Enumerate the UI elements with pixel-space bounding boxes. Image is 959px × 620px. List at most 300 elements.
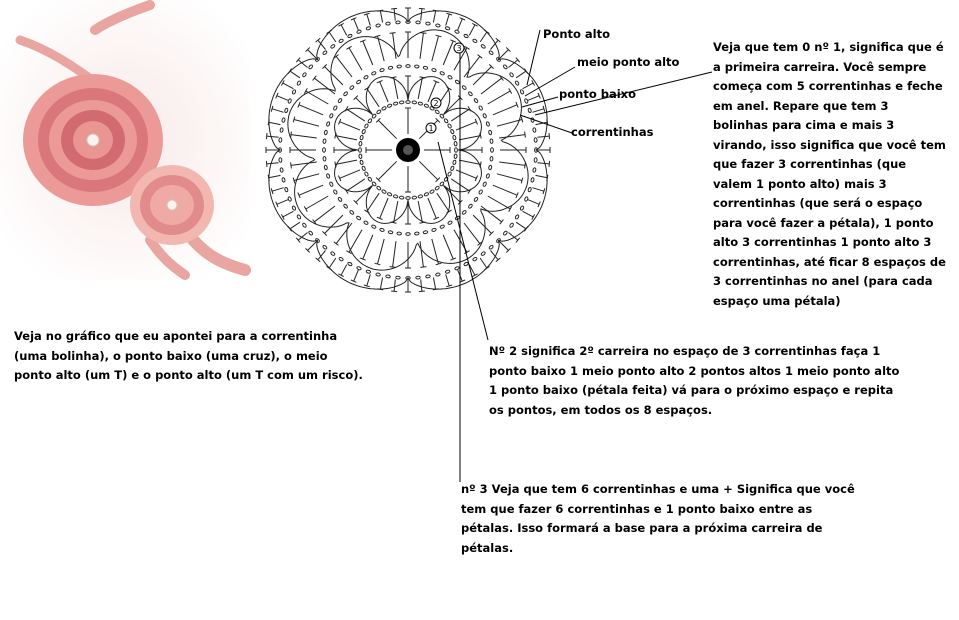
outer-stitch bbox=[327, 266, 332, 269]
round-4-stitch bbox=[363, 41, 373, 65]
round-2-stitch bbox=[480, 133, 481, 139]
round-3-chain bbox=[478, 189, 483, 194]
round-1-chain bbox=[360, 135, 364, 140]
round-1-chain bbox=[447, 171, 452, 176]
round-1-chain bbox=[393, 102, 398, 106]
outer-chain bbox=[288, 98, 292, 103]
outer-chain bbox=[284, 108, 288, 113]
outer-stitch bbox=[341, 265, 347, 276]
outer-stitch bbox=[290, 222, 300, 229]
outer-chain bbox=[308, 64, 313, 69]
outer-chain bbox=[386, 275, 391, 278]
outer-stitch bbox=[394, 279, 395, 291]
round-3-chain bbox=[468, 204, 473, 209]
outer-stitch bbox=[516, 71, 526, 78]
round-1-chain bbox=[452, 160, 456, 165]
outer-chain bbox=[322, 245, 327, 250]
round-3-chain bbox=[414, 232, 419, 235]
round-3-chain bbox=[326, 121, 330, 126]
round-1-chain bbox=[360, 160, 364, 165]
leader-ponto-alto bbox=[527, 30, 540, 85]
outer-stitch bbox=[500, 242, 509, 251]
outer-stitch bbox=[469, 25, 475, 36]
round-1-chain bbox=[399, 196, 404, 199]
outer-chain bbox=[282, 177, 286, 182]
outer-stitch bbox=[500, 50, 509, 59]
outer-chain bbox=[528, 187, 532, 192]
outer-stitch bbox=[266, 133, 267, 139]
round-3-chain bbox=[371, 71, 376, 75]
round-marker-2 bbox=[431, 98, 441, 108]
outer-stitch bbox=[536, 175, 548, 177]
round-4-stitch bbox=[420, 33, 423, 59]
outer-chain bbox=[280, 168, 283, 173]
outer-chain bbox=[464, 34, 469, 38]
round-2-stitch bbox=[445, 98, 461, 114]
round-1-chain bbox=[399, 101, 404, 104]
round-4-stitch bbox=[291, 162, 292, 168]
outer-chain bbox=[515, 80, 520, 85]
outer-stitch bbox=[367, 14, 371, 26]
round-3-chain bbox=[478, 105, 483, 110]
outer-stitch bbox=[480, 258, 487, 268]
round-4-stitch bbox=[525, 162, 526, 168]
outer-stitch bbox=[283, 83, 294, 89]
note-round-2: Nº 2 significa 2º carreira no espaço de 3 correntinhas faça 1 ponto baixo 1 meio ponto alto 2 pontos altos 1 meio ponto alto 1 ponto baixo (pétala feita) vá para o próximo espaço e repita os pontos, em todos os 8 espaços. bbox=[489, 344, 900, 417]
outer-chain bbox=[284, 187, 288, 192]
round-4-stitch bbox=[363, 235, 373, 259]
label-meio-ponto-alto: meio ponto alto bbox=[577, 55, 680, 69]
outer-chain bbox=[472, 39, 477, 44]
outer-chain bbox=[282, 118, 286, 123]
round-1-chain bbox=[418, 102, 423, 106]
outer-chain bbox=[416, 21, 421, 24]
outer-stitch bbox=[528, 200, 539, 205]
outer-stitch bbox=[528, 96, 539, 101]
outer-stitch bbox=[327, 30, 332, 33]
round-3-chain bbox=[462, 85, 467, 90]
round-2-stitch bbox=[340, 122, 360, 130]
outer-stitch bbox=[277, 200, 288, 205]
outer-stitch bbox=[380, 278, 382, 290]
outer-chain bbox=[445, 270, 450, 274]
label-ponto-alto: Ponto alto bbox=[543, 27, 611, 41]
outer-stitch bbox=[308, 242, 317, 251]
outer-chain bbox=[515, 214, 520, 219]
round-3-chain bbox=[324, 165, 328, 170]
round-4-stitch bbox=[499, 135, 525, 138]
outer-chain bbox=[292, 206, 296, 211]
outer-stitch bbox=[532, 109, 544, 113]
round-4-stitch bbox=[294, 120, 319, 127]
round-3-chain bbox=[323, 156, 326, 161]
outer-stitch bbox=[523, 211, 534, 217]
outer-stitch bbox=[433, 11, 435, 23]
round-1-chain bbox=[387, 104, 392, 108]
round-1-chain bbox=[376, 109, 381, 114]
round-4-stitch bbox=[499, 162, 525, 165]
outer-chain bbox=[454, 30, 459, 34]
round-3-chain bbox=[423, 230, 428, 234]
outer-chain bbox=[416, 276, 421, 279]
outer-chain bbox=[347, 262, 352, 266]
round-1-chain bbox=[367, 118, 372, 123]
round-3-chain bbox=[349, 85, 354, 90]
round-3-chain bbox=[326, 173, 330, 178]
round-2-stitch bbox=[428, 198, 436, 218]
round-2-stitch bbox=[335, 133, 336, 139]
round-4-stitch bbox=[493, 105, 517, 115]
outer-chain bbox=[454, 266, 459, 270]
outer-chain bbox=[524, 98, 528, 103]
outer-stitch bbox=[277, 96, 288, 101]
outer-chain bbox=[347, 34, 352, 38]
round-1-chain bbox=[359, 154, 362, 159]
outer-chain bbox=[376, 24, 381, 28]
outer-stitch bbox=[549, 133, 550, 139]
round-3-chain bbox=[490, 156, 493, 161]
round-4-stitch bbox=[378, 239, 385, 264]
round-3-chain bbox=[338, 197, 343, 202]
round-4-stitch bbox=[464, 223, 480, 244]
outer-chain bbox=[292, 89, 296, 94]
outer-chain bbox=[533, 168, 536, 173]
svg-text:3: 3 bbox=[456, 44, 462, 53]
outer-stitch bbox=[380, 11, 382, 23]
round-4-stitch bbox=[393, 241, 396, 267]
round-2-stitch bbox=[380, 198, 388, 218]
outer-chain bbox=[338, 257, 343, 262]
outer-chain bbox=[426, 275, 431, 278]
outer-chain bbox=[302, 72, 307, 77]
outer-stitch bbox=[537, 163, 549, 164]
round-4-stitch bbox=[390, 267, 396, 268]
round-3-chain bbox=[486, 121, 490, 126]
outer-stitch bbox=[267, 136, 279, 137]
round-3-chain bbox=[440, 225, 445, 229]
round-3-chain bbox=[363, 75, 368, 80]
round-4-stitch bbox=[420, 241, 423, 267]
round-1-chain bbox=[429, 189, 434, 194]
outer-stitch bbox=[419, 8, 425, 9]
outer-stitch bbox=[269, 122, 281, 124]
round-4-stitch bbox=[481, 78, 502, 94]
round-1-chain bbox=[393, 194, 398, 198]
round-2-stitch bbox=[447, 210, 452, 213]
round-1-chain bbox=[367, 177, 372, 182]
round-2-stitch bbox=[437, 193, 449, 211]
outer-chain bbox=[534, 158, 537, 163]
outer-stitch bbox=[433, 278, 435, 290]
outer-chain bbox=[531, 177, 535, 182]
round-1-chain bbox=[381, 106, 386, 111]
round-1-chain bbox=[447, 123, 452, 128]
outer-chain bbox=[489, 50, 494, 55]
note-symbols: Veja no gráfico que eu apontei para a correntinha (uma bolinha), o ponto baixo (uma cruz), o meio ponto alto (um T) e o ponto alto (um T com um risco). bbox=[14, 329, 363, 382]
outer-stitch bbox=[419, 291, 425, 292]
round-4-stitch bbox=[349, 48, 362, 71]
round-1-chain bbox=[454, 141, 457, 146]
round-1-chain bbox=[406, 197, 410, 200]
outer-stitch bbox=[267, 163, 279, 164]
round-1-chain bbox=[381, 189, 386, 194]
round-3-chain bbox=[468, 91, 473, 96]
round-3-chain bbox=[363, 220, 368, 225]
round-1-chain bbox=[364, 171, 369, 176]
round-1-chain bbox=[450, 129, 454, 134]
round-4-stitch bbox=[509, 88, 512, 93]
round-3-chain bbox=[343, 91, 348, 96]
round-4-stitch bbox=[488, 91, 511, 104]
outer-stitch bbox=[391, 8, 397, 9]
round-3-chain bbox=[406, 233, 410, 236]
round-2-stitch bbox=[456, 122, 476, 130]
round-2-stitch bbox=[364, 87, 369, 90]
round-4-stitch bbox=[390, 33, 396, 34]
round-4-stitch bbox=[346, 46, 351, 49]
round-2-stitch bbox=[340, 170, 360, 178]
round-4-stitch bbox=[291, 135, 317, 138]
round-1-chain bbox=[450, 166, 454, 171]
outer-chain bbox=[308, 231, 313, 236]
note-round-1: Veja que tem 0 nº 1, significa que é a primeira carreira. Você sempre começa com 5 correntinhas e feche em anel. Repare que tem 3 bolinhas para cima e mais 3 virando, isso significa que você tem que fazer 3 correntinhas (que valem 1 ponto alto) mais 3 correntinhas (que será o espaço para você fazer a pétala), 1 ponto alto 3 correntinhas 1 ponto alto 3 correntinhas, até ficar 8 espaços de 3 correntinhas no anel (para cada espaço uma pétala) bbox=[713, 40, 946, 308]
outer-chain bbox=[356, 266, 361, 270]
round-3-chain bbox=[323, 148, 326, 152]
outer-chain bbox=[509, 72, 514, 77]
outer-stitch bbox=[480, 32, 487, 42]
round-1-chain bbox=[359, 148, 362, 152]
outer-stitch bbox=[266, 161, 267, 167]
outer-stitch bbox=[421, 9, 422, 21]
round-3-chain bbox=[483, 113, 487, 118]
outer-stitch bbox=[484, 30, 489, 33]
round-3-chain bbox=[440, 71, 445, 75]
outer-chain bbox=[279, 138, 282, 143]
outer-chain bbox=[481, 251, 486, 256]
round-2-stitch bbox=[347, 109, 365, 121]
outer-chain bbox=[520, 89, 524, 94]
outer-chain bbox=[509, 223, 514, 228]
round-3-chain bbox=[462, 210, 467, 215]
round-2-stitch bbox=[364, 210, 369, 213]
outer-stitch bbox=[288, 69, 291, 74]
round-3-chain bbox=[371, 225, 376, 229]
round-4-stitch bbox=[443, 235, 453, 259]
outer-stitch bbox=[391, 291, 397, 292]
outer-stitch bbox=[516, 222, 526, 229]
round-3-chain bbox=[324, 130, 328, 135]
svg-text:2: 2 bbox=[433, 99, 439, 108]
round-1-chain bbox=[455, 148, 458, 152]
note-round-3: nº 3 Veja que tem 6 correntinhas e uma + Significa que você tem que fazer 6 correntinhas e 1 ponto baixo entre as pétalas. Isso formará a base para a próxima carreira de pétalas. bbox=[461, 482, 855, 555]
outer-stitch bbox=[308, 50, 317, 59]
round-3-chain bbox=[356, 216, 361, 221]
round-2-stitch bbox=[420, 222, 426, 223]
round-4-stitch bbox=[291, 162, 317, 165]
round-1-chain bbox=[412, 101, 417, 104]
outer-chain bbox=[330, 44, 335, 49]
round-3-chain bbox=[474, 98, 479, 103]
round-1-chain bbox=[376, 186, 381, 191]
round-1-chain bbox=[444, 118, 449, 123]
round-3-chain bbox=[406, 65, 410, 68]
round-marker-1 bbox=[426, 123, 436, 133]
outer-chain bbox=[396, 21, 401, 24]
round-3-chain bbox=[333, 189, 338, 194]
outer-stitch bbox=[484, 266, 489, 269]
round-2-stitch bbox=[380, 82, 388, 102]
outer-chain bbox=[503, 231, 508, 236]
round-4-stitch bbox=[349, 230, 362, 253]
round-1-chain bbox=[362, 129, 366, 134]
round-3-chain bbox=[388, 66, 393, 70]
round-1-chain bbox=[435, 109, 440, 114]
round-2-stitch bbox=[345, 189, 348, 194]
round-4-stitch bbox=[306, 196, 329, 209]
round-3-chain bbox=[397, 232, 402, 235]
round-1-chain bbox=[364, 123, 369, 128]
outer-stitch bbox=[269, 175, 281, 177]
outer-chain bbox=[435, 24, 440, 28]
outer-chain bbox=[435, 273, 440, 277]
round-2-stitch bbox=[447, 87, 452, 90]
round-4-stitch bbox=[325, 215, 343, 233]
round-1-chain bbox=[412, 196, 417, 199]
round-3-chain bbox=[431, 228, 436, 232]
round-4-stitch bbox=[299, 185, 323, 195]
outer-chain bbox=[489, 245, 494, 250]
label-correntinhas: correntinhas bbox=[571, 125, 654, 139]
round-marker-3 bbox=[454, 43, 464, 53]
round-3-chain bbox=[356, 80, 361, 85]
round-3-chain bbox=[329, 182, 333, 187]
round-2-stitch bbox=[420, 77, 426, 78]
round-2-stitch bbox=[367, 193, 379, 211]
round-2-stitch bbox=[468, 189, 471, 194]
svg-text:1: 1 bbox=[428, 124, 434, 133]
outer-stitch bbox=[329, 32, 336, 42]
round-2-stitch bbox=[391, 77, 397, 78]
round-2-stitch bbox=[347, 179, 365, 191]
outer-stitch bbox=[532, 188, 544, 192]
round-3-chain bbox=[431, 68, 436, 72]
outer-stitch bbox=[524, 69, 527, 74]
round-3-chain bbox=[323, 139, 326, 144]
outer-stitch bbox=[394, 9, 395, 21]
round-1-stitch bbox=[419, 161, 437, 179]
round-1-chain bbox=[406, 101, 410, 104]
outer-stitch bbox=[524, 226, 527, 231]
round-1-chain bbox=[452, 135, 456, 140]
outer-chain bbox=[366, 26, 371, 30]
round-2-stitch bbox=[335, 162, 336, 168]
round-3-chain bbox=[483, 182, 487, 187]
outer-chain bbox=[472, 257, 477, 262]
round-3-chain bbox=[397, 65, 402, 68]
outer-chain bbox=[481, 44, 486, 49]
round-4-stitch bbox=[473, 215, 491, 233]
outer-stitch bbox=[272, 109, 284, 113]
round-2-stitch bbox=[480, 162, 481, 168]
outer-stitch bbox=[537, 136, 549, 137]
outer-stitch bbox=[446, 14, 450, 26]
outer-stitch bbox=[523, 83, 534, 89]
outer-chain bbox=[426, 22, 431, 25]
round-3-chain bbox=[488, 165, 492, 170]
outer-stitch bbox=[549, 161, 550, 167]
round-1-chain bbox=[424, 192, 429, 196]
round-4-stitch bbox=[336, 56, 352, 77]
outer-stitch bbox=[272, 188, 284, 192]
outer-stitch bbox=[288, 226, 291, 231]
round-3-chain bbox=[388, 230, 393, 234]
round-1-chain bbox=[435, 186, 440, 191]
outer-chain bbox=[533, 128, 536, 133]
round-2-stitch bbox=[356, 98, 372, 114]
outer-stitch bbox=[341, 25, 347, 36]
round-4-stitch bbox=[306, 91, 329, 104]
outer-chain bbox=[279, 158, 282, 163]
outer-chain bbox=[280, 128, 283, 133]
round-3-chain bbox=[379, 68, 384, 72]
round-3-chain bbox=[379, 228, 384, 232]
round-1-chain bbox=[359, 141, 362, 146]
round-3-chain bbox=[333, 105, 338, 110]
round-1-chain bbox=[454, 154, 457, 159]
round-2-stitch bbox=[468, 106, 471, 111]
round-1-chain bbox=[418, 194, 423, 198]
outer-chain bbox=[386, 22, 391, 25]
round-2-stitch bbox=[356, 187, 372, 203]
round-4-stitch bbox=[420, 33, 426, 34]
outer-chain bbox=[288, 196, 292, 201]
round-3-chain bbox=[447, 75, 452, 80]
outer-chain bbox=[534, 138, 537, 143]
outer-stitch bbox=[290, 71, 300, 78]
round-3-chain bbox=[488, 130, 492, 135]
outer-chain bbox=[338, 39, 343, 44]
outer-chain bbox=[503, 64, 508, 69]
round-2-stitch bbox=[367, 89, 379, 107]
outer-chain bbox=[376, 273, 381, 277]
outer-stitch bbox=[329, 258, 336, 268]
round-3-chain bbox=[486, 173, 490, 178]
round-4-stitch bbox=[291, 132, 292, 138]
round-4-stitch bbox=[299, 105, 323, 115]
outer-stitch bbox=[354, 270, 359, 281]
outer-stitch bbox=[283, 211, 294, 217]
round-3-chain bbox=[447, 220, 452, 225]
outer-chain bbox=[297, 80, 302, 85]
outer-chain bbox=[520, 206, 524, 211]
outer-chain bbox=[528, 108, 532, 113]
label-ponto-baixo: ponto baixo bbox=[559, 87, 636, 101]
round-2-stitch bbox=[456, 170, 476, 178]
round-4-stitch bbox=[493, 185, 517, 195]
outer-stitch bbox=[421, 279, 422, 291]
outer-chain bbox=[330, 251, 335, 256]
round-3-chain bbox=[490, 139, 493, 144]
round-1-chain bbox=[362, 166, 366, 171]
round-4-stitch bbox=[488, 196, 511, 209]
round-3-chain bbox=[455, 80, 460, 85]
outer-stitch bbox=[367, 274, 371, 286]
outer-chain bbox=[322, 50, 327, 55]
round-4-stitch bbox=[314, 206, 335, 222]
round-4-stitch bbox=[325, 67, 343, 85]
round-3-chain bbox=[423, 66, 428, 70]
outer-chain bbox=[396, 276, 401, 279]
